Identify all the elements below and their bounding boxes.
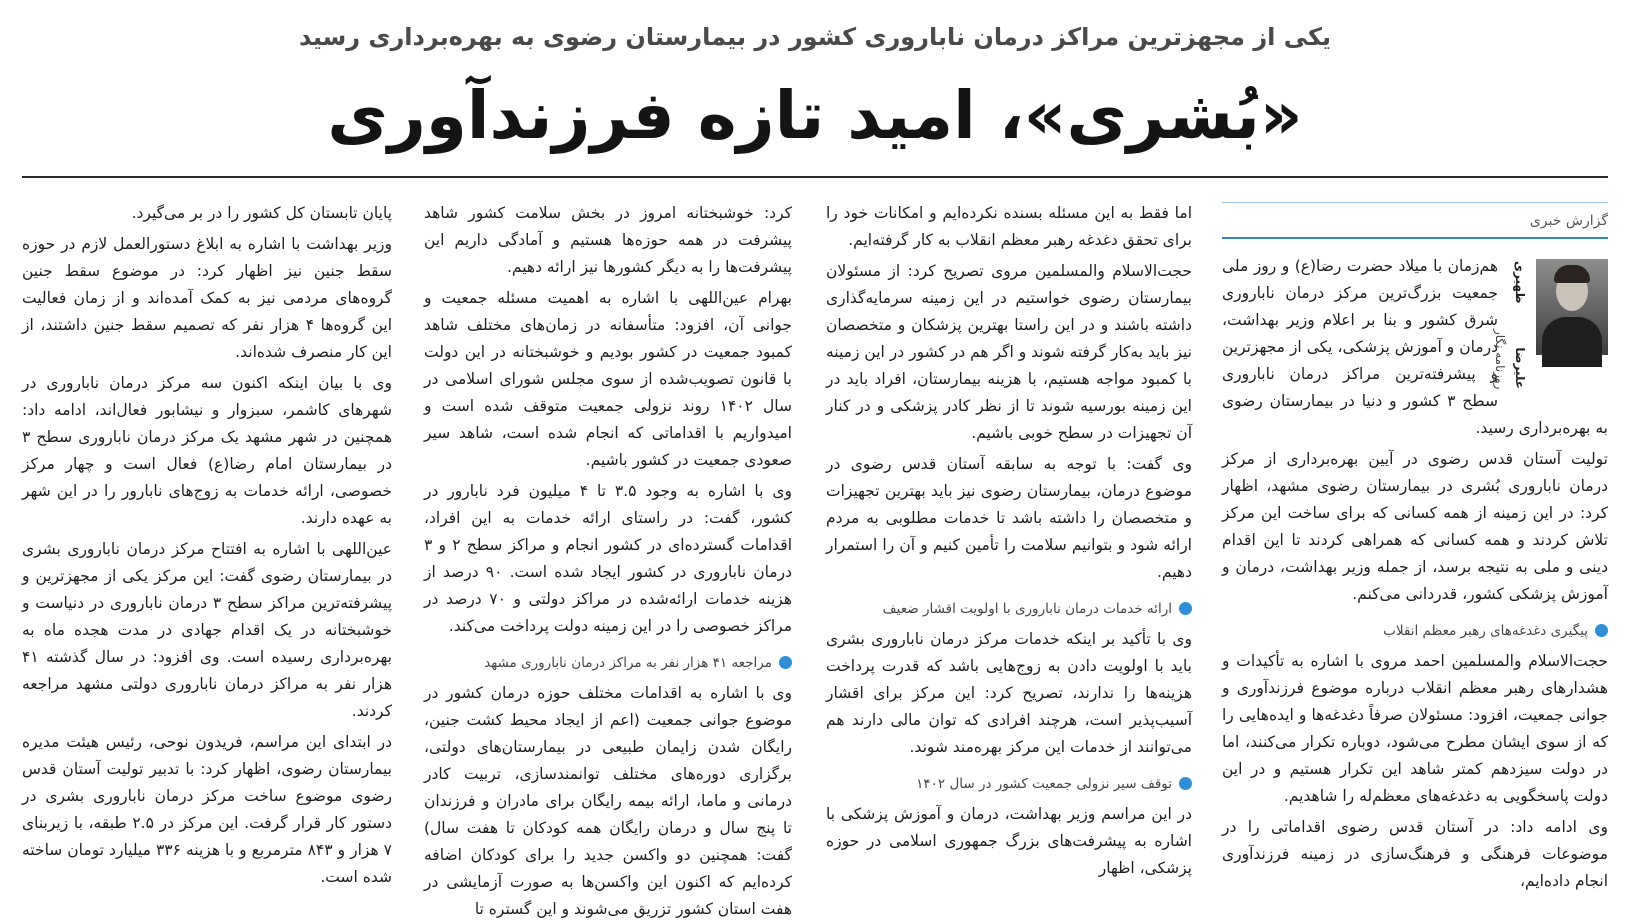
subheading: ارائه خدمات درمان ناباروری با اولویت اقشار ضعیف xyxy=(826,598,1192,620)
subheading: مراجعه ۴۱ هزار نفر به مراکز درمان ناباروری مشهد xyxy=(424,652,792,674)
paragraph: حجت‌الاسلام والمسلمین احمد مروی با اشاره به تأکیدات و هشدارهای رهبر معظم انقلاب درباره موضوع فرزندآوری و جوانی جمعیت، افزود: مسئولان صرفاً دغدغه‌ها و ایده‌هایی را که از سوی ایشان مطرح می‌شود، دوباره تکرار می‌کنند، اما در دولت سیزدهم کمتر شاهد این تکرار هستیم و در این دولت پاسخگویی به دغدغه‌های معظم‌له را شاهدیم. xyxy=(1222,652,1608,805)
paragraph: پایان تابستان کل کشور را در بر می‌گیرد. xyxy=(131,204,392,222)
paragraph: اما فقط به این مسئله بسنده نکرده‌ایم و امکانات خود را برای تحقق دغدغه رهبر معظم انقلاب به کار گرفته‌ایم. xyxy=(826,204,1192,249)
author-box xyxy=(1493,253,1608,393)
paragraph: وی ادامه داد: در آستان قدس رضوی اقداماتی را در موضوعات فرهنگی و فرهنگ‌سازی در زمینه فرزندآوری انجام داده‌ایم، xyxy=(1222,818,1608,890)
author-byline xyxy=(1493,261,1530,389)
paragraph: حجت‌الاسلام والمسلمین مروی تصریح کرد: از مسئولان بیمارستان رضوی خواستیم در این زمینه سرمایه‌گذاری داشته باشند و در این راستا بهترین پزشکان و متخصصان نیز باید به‌کار گرفته شوند و اگر هم در کشور در این زمینه با کمبود مواجه هستیم، با هزینه بیمارستان، افراد باید در این زمینه بورسیه شوند تا از نظر کادر پزشکی و در کنار آن تجهیزات در سطح خوبی باشیم. xyxy=(826,262,1192,442)
paragraph: وی گفت: با توجه به سابقه آستان قدس رضوی در موضوع درمان، بیمارستان رضوی نیز باید بهترین تجهیزات و متخصصان را داشته باشد تا خدمات مطلوبی به مردم ارائه شود و بتوانیم سلامت را تأمین کنیم و آن را استمرار دهیم. xyxy=(826,455,1192,581)
paragraph: در ابتدای این مراسم، فریدون نوحی، رئیس هیئت مدیره بیمارستان رضوی، اظهار کرد: با تدبیر تولیت آستان قدس رضوی موضوع ساخت مرکز درمان ناباروری بشری در دستور کار قرار گرفت. این مرکز در ۲.۵ طبقه، با زیربنای ۷ هزار و ۸۴۳ مترمربع و با هزینه ۳۳۶ میلیارد تومان ساخته شده است. xyxy=(22,733,392,886)
paragraph: در این مراسم وزیر بهداشت، درمان و آموزش پزشکی با اشاره به پیشرفت‌های بزرگ جمهوری اسلامی در حوزه پزشکی، اظهار xyxy=(826,805,1192,877)
subheading: توقف سیر نزولی جمعیت کشور در سال ۱۴۰۲ xyxy=(826,773,1192,795)
paragraph: وزیر بهداشت با اشاره به ابلاغ دستورالعمل لازم در حوزه سقط جنین نیز اظهار کرد: در موضوع سقط جنین گروه‌های مردمی نیز به کمک آمده‌اند و از زمان فعالیت این گروه‌ها ۴ هزار نفر که تصمیم سقط جنین داشتند، از این کار منصرف شده‌اند. xyxy=(22,235,393,361)
paragraph: وی با اشاره به اقدامات مختلف حوزه درمان کشور در موضوع جوانی جمعیت (اعم از ایجاد محیط کشت جنین، رایگان شدن زایمان طبیعی در بیمارستان‌های دولتی، برگزاری دوره‌های مختلف توانمندسازی، تربیت کادر درمانی و ماما، ارائه بیمه رایگان برای مادران و فرزندان تا پنج سال و درمان رایگان همه کودکان تا هفت سال) گفت: همچنین دو واکسن جدید را برای کودکان اضافه کرده‌ایم که اکنون این واکسن‌ها به صورت آزمایشی در هفت استان کشور تزریق می‌شوند و این گستره تا xyxy=(424,684,792,918)
paragraph: وی با تأکید بر اینکه خدمات مرکز درمان ناباروری بشری باید با اولویت دادن به زوج‌هایی باشد که قدرت پرداخت هزینه‌ها را ندارند، تصریح کرد: این مرکز برای اقشار آسیب‌پذیر است، هرچند افرادی که توان مالی دارند هم می‌توانند از خدمات این مرکز بهره‌مند شوند. xyxy=(826,630,1192,756)
article-column-3 xyxy=(424,200,793,918)
subheading: پیگیری دغدغه‌های رهبر معظم انقلاب xyxy=(1222,620,1608,642)
paragraph: وی با بیان اینکه اکنون سه مرکز درمان ناباروری در شهرهای کاشمر، سبزوار و نیشابور فعال‌اند، ادامه داد: همچنین در شهر مشهد یک مرکز درمان ناباروری سطح ۳ در بیمارستان امام رضا(ع) فعال است و چهار مرکز خصوصی، ارائه خدمات به زوج‌های نابارور را در این شهر به عهده دارند. xyxy=(22,374,392,527)
article-column-4 xyxy=(22,200,393,886)
section-label: گزارش خبری xyxy=(1222,200,1608,239)
kicker: یکی از مجهزترین مراکز درمان ناباروری کشور در بیمارستان رضوی به بهره‌برداری رسید xyxy=(299,23,1331,51)
paragraph: تولیت آستان قدس رضوی در آیین بهره‌برداری از مرکز درمان ناباروری بُشری در بیمارستان رضوی مشهد، اظهار کرد: در این زمینه از همه کسانی که برای ساخت این مرکز تلاش کردند و همه کسانی که همراهی کردند تا این اقدام دینی و ملی به نتیجه برسد، از جمله وزیر بهداشت، درمان و آموزش پزشکی کشور، قدردانی می‌کنم. xyxy=(1222,450,1608,603)
headline-rule xyxy=(22,176,1608,178)
paragraph: هم‌زمان با میلاد حضرت رضا(ع) و روز ملی جمعیت بزرگ‌ترین مرکز درمان ناباروری شرق کشور و بنا بر اعلام وزیر بهداشت، درمان و آموزش پزشکی، یکی از مجهزترین و پیشرفته‌ترین مراکز درمان ناباروری سطح ۳ کشور و دنیا در بیمارستان رضوی به بهره‌برداری رسید. xyxy=(1222,257,1608,437)
paragraph: بهرام عین‌اللهی با اشاره به اهمیت مسئله جمعیت و جوانی آن، افزود: متأسفانه در زمان‌های مختلف شاهد کمبود جمعیت در کشور بودیم و خوشبختانه در این دولت با قانون تصویب‌شده از سوی مجلس شورای اسلامی در سال ۱۴۰۲ روند نزولی جمعیت متوقف شده است و امیدواریم با اقداماتی که انجام شده است، شاهد سیر صعودی جمعیت در کشور باشیم. xyxy=(424,289,792,469)
author-name: علیرضا ظهیری xyxy=(1513,261,1527,389)
author-photo xyxy=(1536,259,1608,355)
paragraph: عین‌اللهی با اشاره به افتتاح مرکز درمان ناباروری بشری در بیمارستان رضوی گفت: این مرکز یکی از مجهزترین و پیشرفته‌ترین مراکز سطح ۳ درمان ناباروری در دنیاست و خوشبختانه در یک اقدام جهادی در مدت هجده ماه به بهره‌برداری رسیده است. وی افزود: در سال گذشته ۴۱ هزار نفر به مراکز درمان ناباروری دولتی مشهد مراجعه کردند. xyxy=(22,540,393,720)
author-role: روزنامه نگار xyxy=(1493,328,1507,389)
headline: «بُشری»، امید تازه فرزندآوری xyxy=(327,77,1303,154)
paragraph: کرد: خوشبختانه امروز در بخش سلامت کشور شاهد پیشرفت در همه حوزه‌ها هستیم و آمادگی داریم این پیشرفت‌ها را به دیگر کشورها نیز ارائه دهیم. xyxy=(424,204,792,276)
article-column-1 xyxy=(1222,200,1608,890)
paragraph: وی با اشاره به وجود ۳.۵ تا ۴ میلیون فرد نابارور در کشور، گفت: در راستای ارائه خدمات به این افراد، اقدامات گسترده‌ای در کشور انجام و مراکز سطح ۲ و ۳ درمان ناباروری در کشور ایجاد شده است. ۹۰ درصد از هزینه خدمات ارائه‌شده در مراکز دولتی و ۷۰ درصد در مراکز خصوصی را در این زمینه دولت پرداخت می‌کند. xyxy=(424,482,793,635)
article-column-2 xyxy=(826,200,1192,877)
